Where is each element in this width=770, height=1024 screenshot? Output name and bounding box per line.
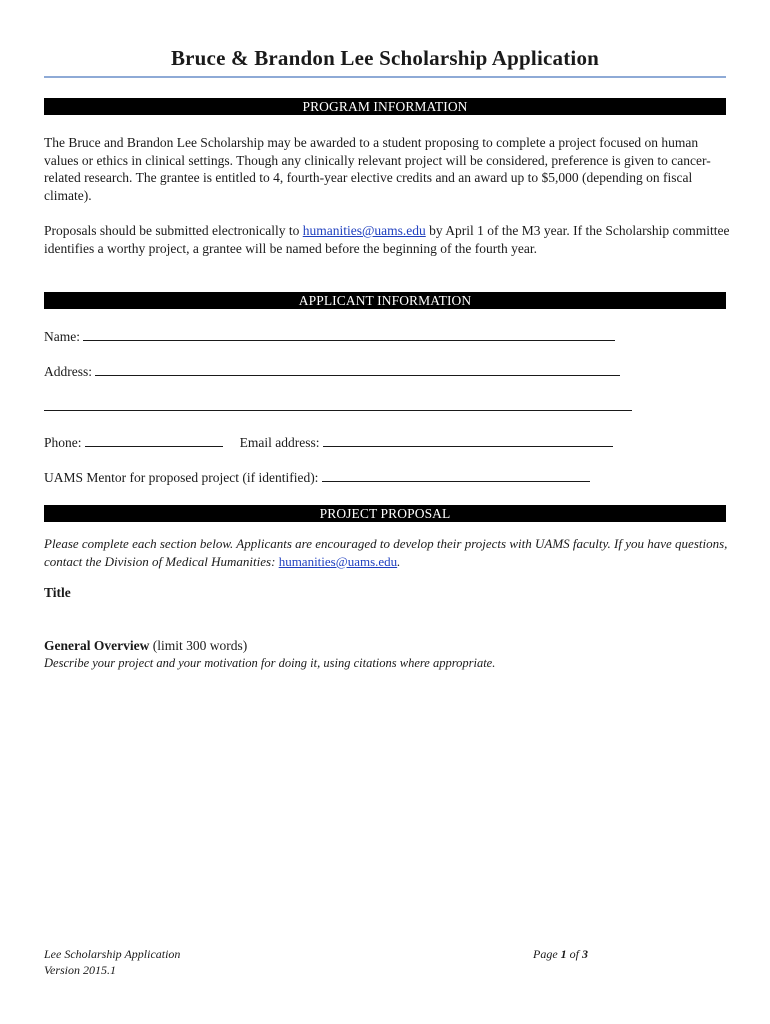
email-input-line[interactable]: [323, 434, 613, 447]
footer-left: [44, 946, 180, 978]
general-overview-description: Describe your project and your motivation for doing it, using citations where appropriate.: [44, 656, 496, 670]
proposal-instructions: [44, 535, 729, 570]
title-section-label: Title: [44, 585, 71, 600]
program-information-heading: PROGRAM INFORMATION: [44, 98, 726, 115]
submission-text-start: Proposals should be submitted electronically to: [44, 223, 303, 238]
title-divider: [44, 76, 726, 78]
phone-input-line[interactable]: [85, 434, 223, 447]
humanities-email-link[interactable]: humanities@uams.edu: [302, 223, 426, 238]
mentor-input-line[interactable]: [322, 469, 590, 482]
address-line-2-field: [44, 398, 632, 415]
proposal-email-link[interactable]: humanities@uams.edu: [278, 553, 398, 569]
submission-text-end: by April 1 of the M3 year. If the Scholarship committee identifies a worthy project, a grantee will be named before the beginning of the fourth year.: [44, 223, 730, 256]
proposal-instructions-end: .: [397, 553, 401, 569]
page-number: [533, 946, 588, 962]
mentor-field: [44, 469, 590, 486]
program-description: The Bruce and Brandon Lee Scholarship may be awarded to a student proposing to complete a project focused on human values or ethics in clinical settings. Though any clinically relevant project will be considered, preference is given to cancer-related research. The grantee is entitled to 4, fourth-year elective credits and an award up to $5,000 (depending on fiscal climate).: [44, 135, 711, 203]
address-label: Address:: [44, 364, 92, 379]
footer-document-name: Lee Scholarship Application: [44, 947, 181, 961]
footer-version: Version 2015.1: [44, 963, 116, 977]
submission-instructions: [44, 222, 734, 257]
name-field: [44, 328, 615, 345]
project-proposal-heading: PROJECT PROPOSAL: [44, 505, 726, 522]
email-label: Email address:: [239, 435, 320, 450]
name-input-line[interactable]: [83, 328, 615, 341]
general-overview-label: General Overview: [44, 638, 150, 653]
phone-email-field: [44, 434, 613, 451]
name-label: Name:: [44, 329, 80, 344]
general-overview-limit: (limit 300 words): [149, 638, 248, 653]
address-field: [44, 363, 620, 380]
mentor-label: UAMS Mentor for proposed project (if identified):: [44, 470, 319, 485]
applicant-information-heading: APPLICANT INFORMATION: [44, 292, 726, 309]
page-prefix: Page: [533, 947, 561, 961]
proposal-instructions-text: Please complete each section below. Applicants are encouraged to develop their projects with UAMS faculty. If you have questions, contact the Division of Medical Humanities:: [44, 536, 728, 569]
page-title: Bruce & Brandon Lee Scholarship Application: [170, 46, 600, 70]
general-overview-heading: [44, 637, 247, 654]
phone-label: Phone:: [44, 435, 82, 450]
page-of: of: [566, 947, 582, 961]
page-current: 1: [560, 947, 567, 961]
page-total: 3: [582, 947, 588, 961]
address-line-2-input-line[interactable]: [44, 398, 632, 411]
address-input-line[interactable]: [95, 363, 620, 376]
